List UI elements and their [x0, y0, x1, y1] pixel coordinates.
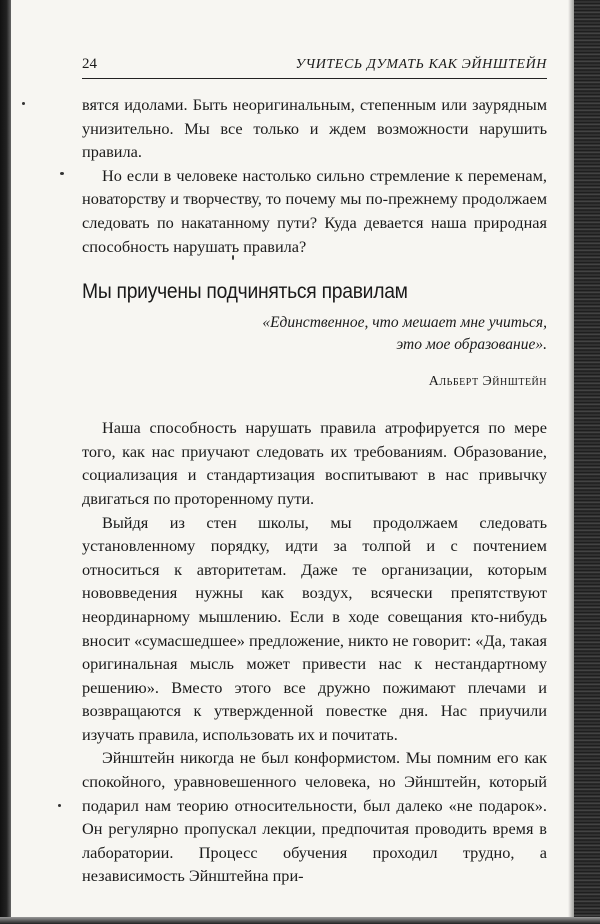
scan-speck — [58, 804, 61, 807]
scan-speck — [60, 172, 64, 175]
epigraph-quote — [82, 312, 547, 356]
book-page — [82, 56, 547, 888]
page-number: 24 — [82, 56, 97, 72]
epigraph-line-1: «Единственное, что мешает мне учиться, — [262, 314, 547, 332]
scan-bottom-edge-shadow — [0, 917, 600, 924]
paragraph-body-1: Наша способность нарушать правила атрофируется по мере того, как нас приучают следовать их требованиям. Образование, социализация и стандартизация воспитывают в нас привычку двигаться по проторенному пути. — [82, 418, 547, 508]
paragraph-body-2: Выйдя из стен школы, мы продолжаем следовать установленному порядку, идти за толпой и с почтением относиться к авторитетам. Даже те организации, которым нововведения нужны как воздух, всячески препятствуют неординарному мышлению. Если в ходе совещания кто-нибудь вносит «сумасшедшее» предложение, никто не говорит: «Да, такая оригинальная мысль может привести нас к нестандартному решению». Вместо этого все дружно пожимают плечами и возвращаются к утвержденной повестке дня. Нас приучили изучать правила, использовать их и почитать. — [82, 512, 547, 744]
scan-left-edge-shadow — [0, 0, 11, 924]
epigraph-author: Альберт Эйнштейн — [428, 374, 547, 390]
paragraph-top-1: вятся идолами. Быть неоригинальным, степенным или заурядным унизительно. Мы все только и ждем возможности нарушить правила. — [82, 95, 547, 162]
paragraph-top-2: Но если в человеке настолько сильно стремление к переменам, новаторству и творчеству, то почему мы по-прежнему продолжаем следовать по накатанному пути? Куда девается наша природная способность нарушать правила? — [82, 165, 547, 256]
epigraph-line-2: это мое образование». — [396, 336, 547, 354]
section-title: Мы приучены подчиняться правилам — [82, 280, 408, 304]
running-header — [82, 56, 547, 79]
paragraph-body-3: Эйнштейн никогда не был конформистом. Мы помним его как спокойного, уравновешенного человека, но Эйнштейн, который подарил нам теорию относительности, был далеко «не подарок». Он регулярно пропускал лекции, предпочитая проводить время в лаборатории. Процесс обучения проходил трудно, а независимость Эйнштейна при- — [82, 748, 547, 886]
scan-right-edge-shadow — [574, 0, 600, 924]
running-title: УЧИТЕСЬ ДУМАТЬ КАК ЭЙНШТЕЙН — [295, 57, 547, 72]
scan-speck — [22, 102, 25, 105]
